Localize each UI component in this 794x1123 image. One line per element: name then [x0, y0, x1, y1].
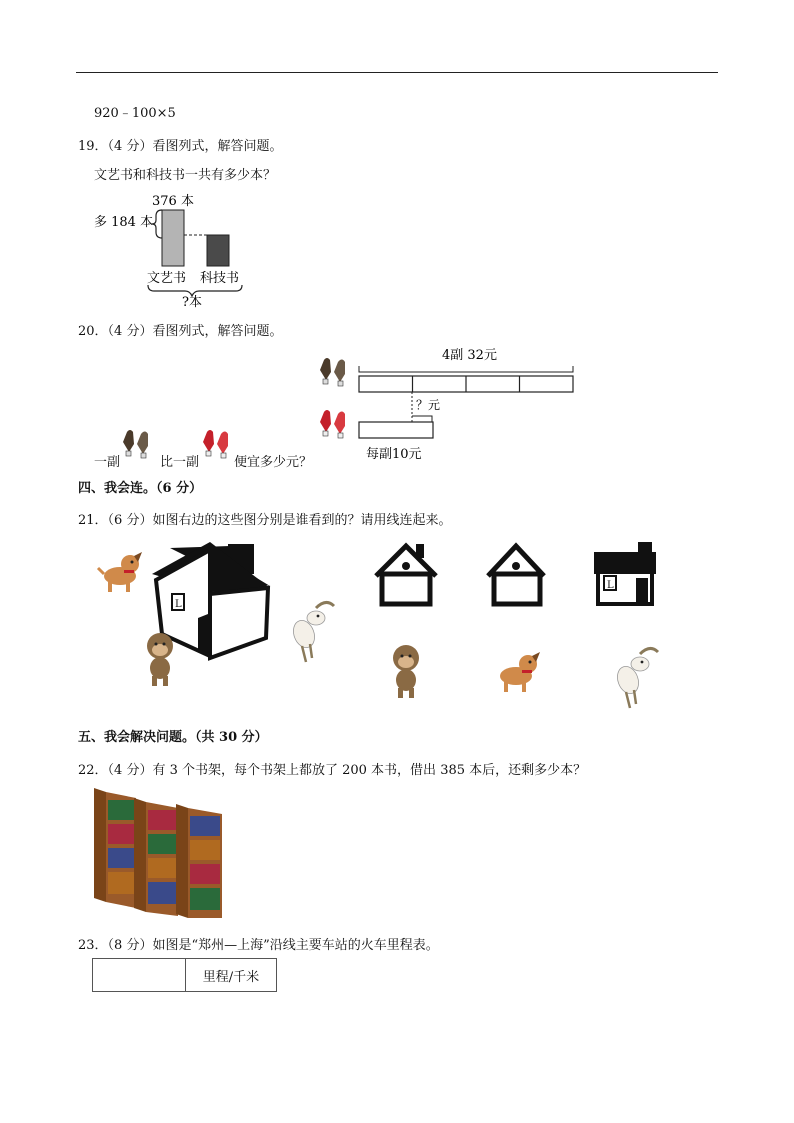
- monkey-bottom-icon: [393, 645, 419, 698]
- q20-top-bracket: [359, 366, 573, 372]
- q23-prompt: 23．（8 分）如图是“郑州—上海”沿线主要车站的火车里程表。: [78, 938, 439, 953]
- q19-label-total: 376 本: [152, 194, 194, 209]
- q20-red-gloves-inline-icon: [198, 426, 232, 460]
- header-rule: [76, 72, 718, 73]
- red-gloves-icon: [320, 410, 345, 438]
- q21-prompt: 21．（6 分）如图右边的这些图分别是谁看到的？请用线连起来。: [78, 513, 452, 528]
- q19-label-sci: 科技书: [200, 271, 240, 286]
- svg-text:L: L: [607, 580, 614, 591]
- goat-icon: [290, 602, 334, 662]
- q19-label-question: ?本: [182, 295, 202, 310]
- q20-short-bar: [359, 422, 433, 438]
- q19-label-art: 文艺书: [147, 271, 187, 286]
- table-row: [93, 959, 277, 992]
- q20-line-diagram: [312, 342, 582, 464]
- q20-prompt: 20．（4 分）看图列式，解答问题。: [78, 324, 283, 339]
- q19-more-brace: [152, 210, 162, 238]
- house-view-front-narrow-icon: [376, 544, 436, 604]
- bookshelf-2: [134, 798, 178, 916]
- expression-line: 920﹣100×5: [94, 106, 176, 121]
- dog-bottom-icon: [500, 652, 540, 692]
- svg-text:L: L: [175, 599, 182, 610]
- q21-matching-figure: [90, 538, 680, 713]
- table-header-cell-mileage: 里程/千米: [186, 959, 277, 992]
- q19-prompt: 19．（4 分）看图列式，解答问题。: [78, 139, 283, 154]
- q22-prompt: 22．（4 分）有 3 个书架，每个书架上都放了 200 本书，借出 385 本后，还剩多少本？: [78, 763, 587, 778]
- q19-bar-diagram: [90, 188, 260, 310]
- bookshelf-3: [176, 804, 222, 918]
- q19-label-more: 多 184 本: [94, 215, 154, 230]
- section4-title: 四、我会连。（6 分）: [78, 481, 203, 496]
- q19-question: 文艺书和科技书一共有多少本？: [94, 168, 277, 183]
- q23-mileage-table: [92, 958, 277, 992]
- goat-bottom-icon: [614, 648, 658, 708]
- bookshelf-1: [94, 788, 136, 908]
- q19-bar-art: [162, 210, 184, 266]
- q19-bar-sci: [207, 235, 229, 266]
- house-view-side-wide-icon: [594, 542, 656, 604]
- q20-label-question: ？元: [416, 398, 441, 412]
- q20-sentence-part3: 便宜多少元？: [234, 455, 313, 470]
- q20-sentence-part1: 一副: [94, 455, 121, 470]
- bookshelves-icon: [90, 784, 230, 920]
- q20-dark-gloves-inline-icon: [118, 426, 152, 460]
- monkey-icon: [147, 633, 173, 686]
- q20-sentence-part2: 比一副: [160, 455, 200, 470]
- dark-gloves-icon: [320, 358, 345, 386]
- q20-label-each: 每副10元: [366, 447, 422, 462]
- dog-icon: [98, 552, 142, 592]
- q20-label-top: 4副 32元: [442, 348, 497, 363]
- section5-title: 五、我会解决问题。（共 30 分）: [78, 730, 268, 745]
- house-view-back-narrow-icon: [488, 546, 544, 604]
- table-header-cell-empty: [93, 959, 186, 992]
